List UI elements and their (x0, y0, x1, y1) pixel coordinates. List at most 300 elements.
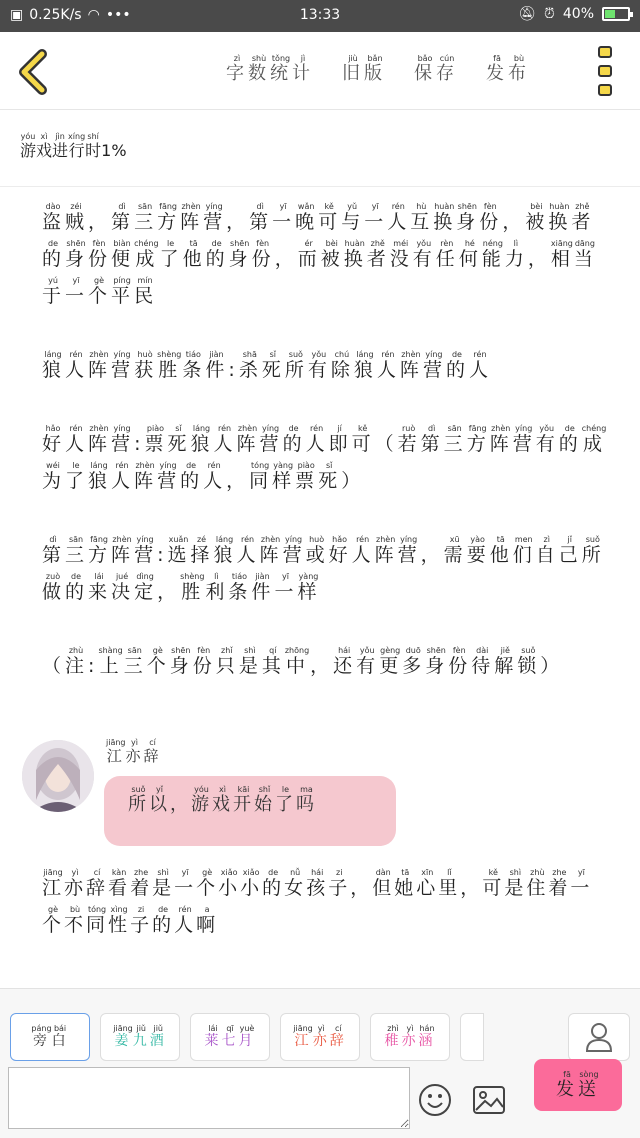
story-char: 阵zhèn (489, 424, 512, 455)
send-button[interactable] (534, 1059, 622, 1111)
story-char: 阵zhèn (88, 350, 111, 381)
header-action-button[interactable] (342, 54, 386, 85)
narration-char: ， (350, 877, 373, 899)
story-char: 一yī (274, 572, 297, 603)
narration-char: 着zhe (548, 868, 571, 899)
story-char: 成chéng (581, 424, 607, 455)
story-char: 三sān (443, 424, 466, 455)
battery-percent: 40% (562, 6, 594, 22)
story-char: 注zhù (65, 646, 88, 677)
narration-char: 是shì (504, 868, 527, 899)
role-button[interactable] (280, 1013, 360, 1061)
story-char: 营yíng (259, 424, 282, 455)
narration-char: 女nǚ (284, 868, 307, 899)
story-char: 营yíng (422, 350, 445, 381)
message-char: ， (170, 794, 191, 815)
story-char: 更gèng (379, 646, 402, 677)
story-char: 了le (65, 461, 88, 492)
story-char: 票piào (295, 461, 318, 492)
message-char: 吗ma (296, 785, 317, 815)
story-char: 人rén (387, 202, 410, 233)
image-button[interactable] (472, 1085, 506, 1115)
narration-char: 是shì (152, 868, 175, 899)
story-char: 与yǔ (341, 202, 364, 233)
story-char: 于yú (42, 276, 65, 307)
story-char: 多duō (402, 646, 425, 677)
role-button[interactable] (190, 1013, 270, 1061)
role-button[interactable] (10, 1013, 90, 1061)
story-char: 营yíng (397, 535, 420, 566)
story-char: 好hǎo (42, 424, 65, 455)
story-char: 死sǐ (261, 350, 284, 381)
story-char: 阵zhèn (134, 461, 157, 492)
story-paragraph (42, 535, 612, 611)
header-action-button[interactable] (226, 54, 314, 85)
story-char: 了le (159, 239, 182, 270)
role-char: 稚zhì (384, 1024, 402, 1049)
story-char: 人rén (236, 535, 259, 566)
narration-char: 一yī (174, 868, 197, 899)
story-char: 三sān (123, 646, 146, 677)
emoji-button[interactable] (418, 1083, 452, 1117)
story-char: 当dāng (573, 239, 596, 270)
story-char: 其qí (261, 646, 284, 677)
story-char: 好hǎo (328, 535, 351, 566)
story-char: 阵zhèn (374, 535, 397, 566)
role-char: 七qī (221, 1024, 239, 1049)
person-icon (585, 1022, 613, 1052)
story-char: 样yàng (272, 461, 295, 492)
story-char: 营yíng (111, 424, 134, 455)
story-char: 有yǒu (412, 239, 435, 270)
story-char: 为wéi (42, 461, 65, 492)
story-char: 所suǒ (284, 350, 307, 381)
narration-char: 心xīn (416, 868, 439, 899)
story-paragraph (42, 350, 612, 389)
wifi-icon: ◠ (87, 7, 100, 23)
narration-char: 亦yì (64, 868, 87, 899)
story-char: 民mín (134, 276, 157, 307)
story-char: 狼láng (353, 350, 376, 381)
story-char: 他tā (489, 535, 512, 566)
story-char: 人rén (468, 350, 491, 381)
story-char: 待dài (471, 646, 494, 677)
story-char: 第dì (249, 202, 272, 233)
story-char: 营yíng (134, 535, 157, 566)
narration-char: 性xìng (108, 905, 131, 936)
story-char: 三sān (134, 202, 157, 233)
story-char: 胜shèng (180, 572, 205, 603)
notification-icon: ▣ (10, 7, 24, 23)
story-char: ， (226, 211, 249, 233)
story-char: ） (540, 655, 563, 677)
story-char: 第dì (42, 535, 65, 566)
narration-char: 一yī (570, 868, 593, 899)
action-char: 保bǎo (414, 54, 436, 84)
action-char: 统tǒng (270, 54, 292, 84)
progress-char: 戏xì (36, 132, 53, 160)
narration-char: 同tóng (86, 905, 109, 936)
story-char: 死sǐ (318, 461, 341, 492)
role-char: 亦yì (401, 1024, 419, 1049)
story-content[interactable] (42, 202, 612, 720)
story-char: 个gè (88, 276, 111, 307)
story-char: （ (42, 655, 65, 677)
story-char: 换huàn (433, 202, 456, 233)
story-char: 方fāng (466, 424, 489, 455)
story-char: 有yǒu (307, 350, 330, 381)
story-char: 营yíng (282, 535, 305, 566)
story-char: 票piào (144, 424, 167, 455)
role-char: 江jiāng (293, 1024, 313, 1049)
story-char: 若ruò (397, 424, 420, 455)
story-char: 而ér (297, 239, 320, 270)
story-char: 同tóng (249, 461, 272, 492)
story-char: 条tiáo (228, 572, 251, 603)
send-char: 送sòng (578, 1069, 600, 1099)
message-char: 开kāi (233, 785, 254, 815)
story-char: 身shēn (456, 202, 479, 233)
role-button[interactable] (100, 1013, 180, 1061)
narration-char: 可kě (482, 868, 505, 899)
story-char: : (134, 433, 144, 455)
story-char: 死sǐ (167, 424, 190, 455)
story-char: 需xū (443, 535, 466, 566)
story-char: 人rén (111, 461, 134, 492)
story-char: 人rén (65, 424, 88, 455)
story-char: 解jiě (494, 646, 517, 677)
story-char: 被bèi (525, 202, 548, 233)
story-char: 可kě (351, 424, 374, 455)
action-char: 发fā (486, 54, 508, 84)
story-char: ） (341, 470, 364, 492)
story-char: 有yǒu (356, 646, 379, 677)
menu-dot-icon (598, 65, 612, 77)
story-char: ， (310, 655, 333, 677)
game-progress (20, 132, 127, 161)
narration-char: 着zhe (130, 868, 153, 899)
story-char: 份fèn (479, 202, 502, 233)
status-time: 13:33 (299, 7, 341, 23)
story-char: 份fèn (192, 646, 215, 677)
role-char: 九jiǔ (132, 1024, 150, 1049)
action-char: 版bǎn (364, 54, 386, 84)
story-char: 没méi (389, 239, 412, 270)
story-char: 狼láng (190, 424, 213, 455)
story-char: 便biàn (111, 239, 134, 270)
role-char: 辞cí (329, 1024, 347, 1049)
role-button[interactable] (370, 1013, 450, 1061)
story-char: 自zì (535, 535, 558, 566)
story-char: 营yíng (512, 424, 535, 455)
chat-bubble[interactable] (104, 776, 396, 846)
narration-char: 孩hái (306, 868, 329, 899)
story-char: ， (157, 581, 180, 603)
role-char: 酒jiǔ (149, 1024, 167, 1049)
story-char: （ (374, 433, 397, 455)
story-char: ， (88, 211, 111, 233)
story-char: 决jué (111, 572, 134, 603)
story-char: ， (527, 248, 550, 270)
story-char: 方fāng (157, 202, 180, 233)
story-char: 件jiàn (205, 350, 228, 381)
story-char: 身shēn (65, 239, 88, 270)
story-char: 份fèn (88, 239, 111, 270)
header-action-button[interactable] (414, 54, 458, 85)
story-char: 个gè (146, 646, 169, 677)
story-char: 是shì (238, 646, 261, 677)
narration-char: 个gè (42, 905, 65, 936)
speaker-name (106, 738, 162, 766)
role-char: 姜jiāng (113, 1024, 133, 1049)
story-char: 营yíng (111, 350, 134, 381)
story-char: 上shàng (98, 646, 123, 677)
progress-char: 行xíng (68, 132, 86, 160)
narration-char: ， (460, 877, 483, 899)
story-char: 一yī (65, 276, 88, 307)
send-char: 发fā (556, 1069, 578, 1099)
speaker-char: 辞cí (143, 738, 162, 765)
battery-icon (602, 7, 630, 21)
image-icon (472, 1085, 506, 1115)
story-char: 身shēn (425, 646, 448, 677)
network-speed: 0.25K/s (29, 7, 82, 23)
story-char: : (157, 544, 167, 566)
story-char: ， (502, 211, 525, 233)
avatar-portrait-icon (22, 740, 94, 812)
story-char: 者zhě (571, 202, 594, 233)
narration-char: 小xiǎo (240, 868, 263, 899)
narration-char: 人rén (174, 905, 197, 936)
progress-char: 进jìn (52, 132, 69, 160)
narration-char: 住zhù (526, 868, 549, 899)
narration-char: 啊a (196, 905, 219, 936)
story-char: 择zé (190, 535, 213, 566)
story-char: 的de (180, 461, 203, 492)
role-char: 白bái (51, 1024, 69, 1049)
story-char: 定dìng (134, 572, 157, 603)
story-char: 的de (445, 350, 468, 381)
narration-text[interactable] (42, 868, 612, 944)
add-character-button[interactable] (568, 1013, 630, 1061)
story-paragraph (42, 646, 612, 685)
story-char: 杀shā (238, 350, 261, 381)
message-char: 了le (275, 785, 296, 815)
story-char: 何hé (458, 239, 481, 270)
bottom-toolbar (0, 988, 640, 1138)
narration-char: 不bù (64, 905, 87, 936)
message-char: 以yǐ (149, 785, 170, 815)
story-char: 三sān (65, 535, 88, 566)
narration-char: 看kàn (108, 868, 131, 899)
progress-value: 1% (101, 141, 127, 160)
progress-label (20, 132, 102, 160)
story-char: 们men (512, 535, 535, 566)
message-char: 戏xì (212, 785, 233, 815)
story-char: 一yī (272, 202, 295, 233)
story-char: 狼láng (42, 350, 65, 381)
story-char: 阵zhèn (236, 424, 259, 455)
story-char: 条tiáo (182, 350, 205, 381)
role-char: 莱lái (204, 1024, 222, 1049)
story-char: 互hù (410, 202, 433, 233)
narration-char: 个gè (196, 868, 219, 899)
story-char: 己jǐ (558, 535, 581, 566)
story-char: 营yíng (203, 202, 226, 233)
back-button[interactable] (14, 48, 54, 96)
story-char: 中zhōng (284, 646, 310, 677)
story-char: 做zuò (42, 572, 65, 603)
status-dots: ••• (105, 7, 131, 23)
story-char: 的de (205, 239, 228, 270)
story-char: 人rén (203, 461, 226, 492)
progress-char: 游yóu (20, 132, 37, 160)
story-char: 狼láng (88, 461, 111, 492)
story-char: 的de (65, 572, 88, 603)
story-char: 获huò (134, 350, 157, 381)
story-char: 即jí (328, 424, 351, 455)
story-char: 能néng (481, 239, 504, 270)
role-char: 月yuè (238, 1024, 256, 1049)
narration-char: 辞cí (86, 868, 109, 899)
story-char: 的de (558, 424, 581, 455)
story-char: 者zhě (366, 239, 389, 270)
story-char: 的de (42, 239, 65, 270)
header-action-button[interactable] (486, 54, 530, 85)
role-char: 涵hán (418, 1024, 436, 1049)
speaker-char: 江jiāng (106, 738, 126, 765)
story-char: 或huò (305, 535, 328, 566)
story-paragraph (42, 424, 612, 500)
story-paragraph (42, 202, 612, 315)
status-bar (0, 0, 640, 32)
story-char: 换huàn (343, 239, 366, 270)
story-char: 力lì (504, 239, 527, 270)
message-char: 所suǒ (128, 785, 149, 815)
action-char: 计jì (292, 54, 314, 84)
menu-dot-icon (598, 84, 612, 96)
story-char: 方fāng (88, 535, 111, 566)
story-char: 除chú (330, 350, 353, 381)
story-char: 样yàng (297, 572, 320, 603)
story-char: 身shēn (228, 239, 251, 270)
story-char: 阵zhèn (259, 535, 282, 566)
story-char: 利lì (205, 572, 228, 603)
header-actions (226, 54, 530, 85)
avatar[interactable] (22, 740, 94, 812)
role-char: 旁páng (31, 1024, 52, 1049)
story-char: 营yíng (157, 461, 180, 492)
mute-bell-icon: 🔕︎ (518, 6, 536, 22)
narration-char: 的de (262, 868, 285, 899)
story-char: 还hái (333, 646, 356, 677)
story-char: 成chéng (134, 239, 159, 270)
story-char: 被bèi (320, 239, 343, 270)
role-selector (10, 1013, 484, 1061)
story-char: ， (274, 248, 297, 270)
story-char: 狼láng (213, 535, 236, 566)
story-char: ， (226, 470, 249, 492)
editor-header (0, 32, 640, 110)
story-char: 份fèn (251, 239, 274, 270)
action-char: 存cún (436, 54, 458, 84)
story-char: 胜shèng (157, 350, 182, 381)
story-char: 平píng (111, 276, 134, 307)
story-char: 盗dào (42, 202, 65, 233)
story-char: : (228, 359, 238, 381)
story-char: 所suǒ (581, 535, 604, 566)
story-char: 第dì (420, 424, 443, 455)
message-char: 始shǐ (254, 785, 275, 815)
story-char: ， (420, 544, 443, 566)
action-char: 布bù (508, 54, 530, 84)
role-button-partial[interactable] (460, 1013, 484, 1061)
narration-char: 但dàn (372, 868, 395, 899)
story-char: 阵zhèn (399, 350, 422, 381)
story-char: 阵zhèn (88, 424, 111, 455)
speaker-char: 亦yì (125, 738, 144, 765)
story-char: 有yǒu (535, 424, 558, 455)
story-char: 锁suǒ (517, 646, 540, 677)
story-char: 相xiāng (550, 239, 573, 270)
more-menu-button[interactable] (598, 46, 614, 96)
smiley-icon (418, 1083, 452, 1117)
action-char: 旧jiù (342, 54, 364, 84)
role-char: 亦yì (312, 1024, 330, 1049)
story-char: 第dì (111, 202, 134, 233)
divider (0, 186, 640, 187)
message-input[interactable] (8, 1067, 410, 1129)
story-char: 份fèn (448, 646, 471, 677)
narration-char: 里lǐ (438, 868, 461, 899)
action-char: 字zì (226, 54, 248, 84)
narration-char: 她tā (394, 868, 417, 899)
action-char: 数shù (248, 54, 270, 84)
story-char: 人rén (305, 424, 328, 455)
narration-char: 小xiǎo (218, 868, 241, 899)
story-char: : (88, 655, 98, 677)
narration-char: 的de (152, 905, 175, 936)
story-char: 晚wǎn (295, 202, 318, 233)
story-char: 的de (282, 424, 305, 455)
story-char: 人rén (213, 424, 236, 455)
story-char: 阵zhèn (180, 202, 203, 233)
narration-char: 子zi (130, 905, 153, 936)
story-char: 人rén (65, 350, 88, 381)
alarm-icon: ⏰︎ (543, 6, 555, 22)
story-char: 阵zhèn (111, 535, 134, 566)
story-char: 来lái (88, 572, 111, 603)
narration-char: 子zi (328, 868, 351, 899)
message-char: 游yóu (191, 785, 212, 815)
progress-char: 时shí (85, 132, 102, 160)
story-char: 一yī (364, 202, 387, 233)
story-char: 要yào (466, 535, 489, 566)
story-char: 他tā (182, 239, 205, 270)
story-char: 人rén (376, 350, 399, 381)
story-char: 可kě (318, 202, 341, 233)
story-char: 换huàn (548, 202, 571, 233)
story-char: 人rén (351, 535, 374, 566)
menu-dot-icon (598, 46, 612, 58)
story-char: 只zhǐ (215, 646, 238, 677)
story-char: 身shēn (169, 646, 192, 677)
chevron-left-icon (14, 48, 54, 96)
narration-char: 江jiāng (42, 868, 65, 899)
story-char: 件jiàn (251, 572, 274, 603)
story-char: 选xuǎn (167, 535, 190, 566)
story-char: 贼zéi (65, 202, 88, 233)
